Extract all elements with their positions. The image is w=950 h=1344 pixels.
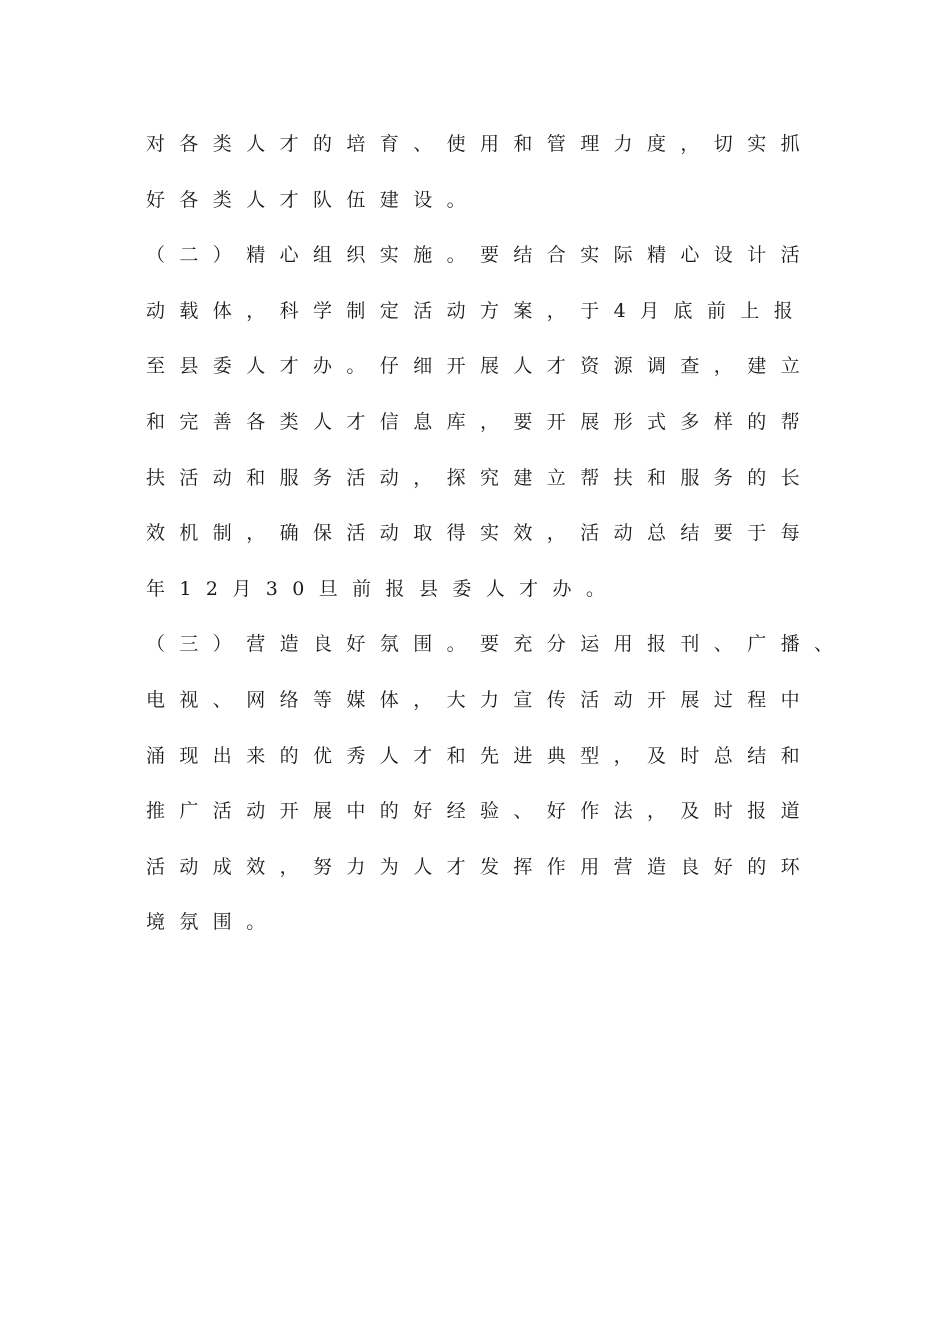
body-line: 动载体，科学制定活动方案，于4月底前上报 xyxy=(146,299,808,322)
section-heading-line: （二）精心组织实施。要结合实际精心设计活 xyxy=(146,244,815,267)
body-line: 活动成效，努力为人才发挥作用营造良好的环 xyxy=(146,855,815,878)
body-line: 对各类人才的培育、使用和管理力度，切实抓 xyxy=(146,133,815,155)
section-heading-line: （三）营造良好氛围。要充分运用报刊、广播、 xyxy=(146,633,848,656)
body-line: 年12月30旦前报县委人才办。 xyxy=(146,577,620,600)
body-line: 扶活动和服务活动，探究建立帮扶和服务的长 xyxy=(146,466,815,489)
body-line: 推广活动开展中的好经验、好作法，及时报道 xyxy=(146,800,815,823)
body-line: 和完善各类人才信息库，要开展形式多样的帮 xyxy=(146,410,815,433)
body-line: 涌现出来的优秀人才和先进典型，及时总结和 xyxy=(146,744,815,767)
body-line: 好各类人才队伍建设。 xyxy=(146,188,481,211)
body-line: 至县委人才办。仔细开展人才资源调查，建立 xyxy=(146,355,815,378)
document-body xyxy=(146,126,846,960)
body-line: 效机制，确保活动取得实效，活动总结要于每 xyxy=(146,522,815,545)
body-line: 境氛围。 xyxy=(146,911,280,934)
body-line: 电视、网络等媒体，大力宣传活动开展过程中 xyxy=(146,688,815,711)
